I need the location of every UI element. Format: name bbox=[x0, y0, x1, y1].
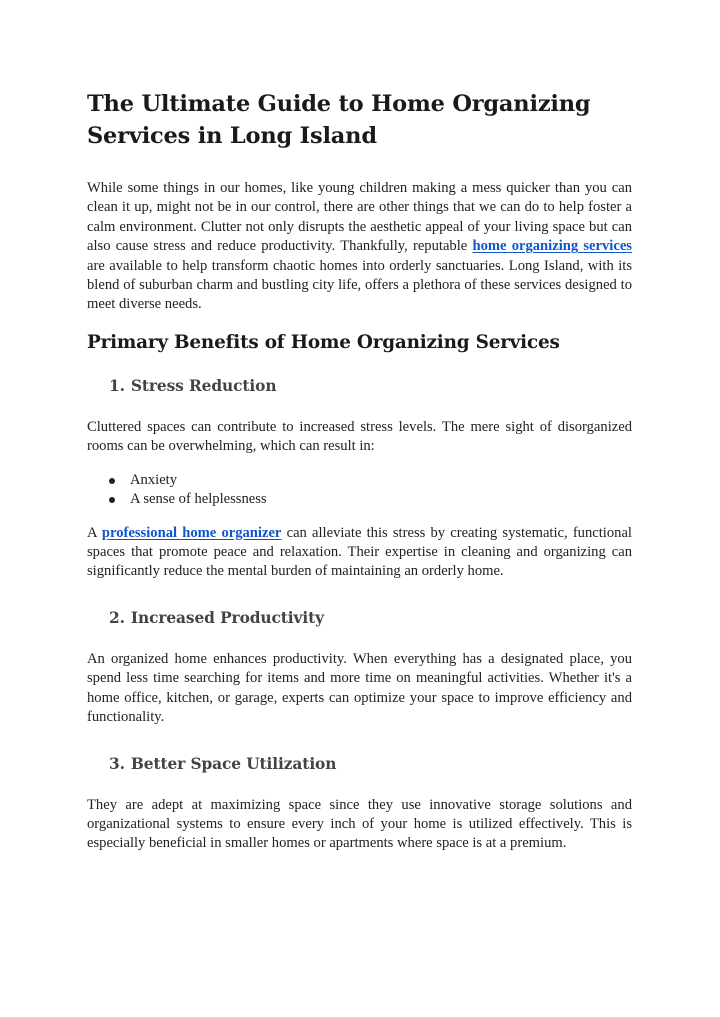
section-number: 1. bbox=[109, 376, 125, 395]
stress-reduction-followup bbox=[87, 524, 632, 582]
professional-home-organizer-link[interactable]: professional home organizer bbox=[101, 524, 282, 541]
list-item bbox=[87, 471, 632, 491]
section-number: 3. bbox=[109, 754, 125, 773]
page-title: The Ultimate Guide to Home Organizing Services in Long Island bbox=[87, 91, 591, 149]
stress-reduction-text: Cluttered spaces can contribute to increased stress levels. The mere sight of disorganized rooms can be overwhelming, which can result in: bbox=[87, 418, 632, 455]
intro-paragraph bbox=[87, 179, 632, 315]
section-heading-stress-reduction bbox=[109, 375, 632, 397]
document-page bbox=[87, 88, 632, 854]
better-space-utilization-text: They are adept at maximizing space since they use innovative storage solutions and organizational systems to ensure every inch of your home is utilized effectively. This is especially beneficial in smaller homes or apartments where space is at a premium. bbox=[87, 796, 632, 852]
section-title: Increased Productivity bbox=[130, 608, 324, 627]
increased-productivity-text: An organized home enhances productivity. When everything has a designated place, you spend less time searching for items and more time on meaningful activities. Whether it's a home office, kitchen, or garage, experts can optimize your space to improve efficiency and functionality. bbox=[87, 650, 632, 726]
section-title: Better Space Utilization bbox=[130, 754, 337, 773]
list-item-text: A sense of helplessness bbox=[130, 491, 267, 508]
home-organizing-services-link[interactable]: home organizing services bbox=[472, 238, 632, 255]
bullet-icon bbox=[109, 478, 115, 484]
section-number: 2. bbox=[109, 608, 125, 627]
benefits-heading: Primary Benefits of Home Organizing Services bbox=[87, 331, 560, 353]
intro-text-before-link: While some things in our homes, like young children making a mess quicker than you can clean it up, might not be in our control, there are other things that we can do to help foster a calm environment. Clutter not only disrupts the aesthetic appeal of your living space but can also cause stress and reduce productivity. Thankfully, reputable bbox=[87, 180, 632, 255]
section-title: Stress Reduction bbox=[130, 376, 277, 395]
stress-effects-list bbox=[87, 471, 632, 510]
section-heading-better-space-utilization bbox=[109, 753, 632, 775]
intro-text-after-link: are available to help transform chaotic homes into orderly sanctuaries. Long Island, with its blend of suburban charm and bustling city life, offers a plethora of these services designed to meet diverse needs. bbox=[87, 257, 632, 313]
followup-prefix: A bbox=[87, 524, 102, 541]
bullet-icon bbox=[109, 497, 115, 503]
section-heading-increased-productivity bbox=[109, 607, 632, 629]
list-item bbox=[87, 490, 632, 510]
followup-text: can alleviate this stress by creating systematic, functional spaces that promote peace and relaxation. Their expertise in cleaning and organizing can significantly reduce the mental burden of maintaining an orderly home. bbox=[87, 524, 632, 580]
list-item-text: Anxiety bbox=[130, 471, 178, 488]
